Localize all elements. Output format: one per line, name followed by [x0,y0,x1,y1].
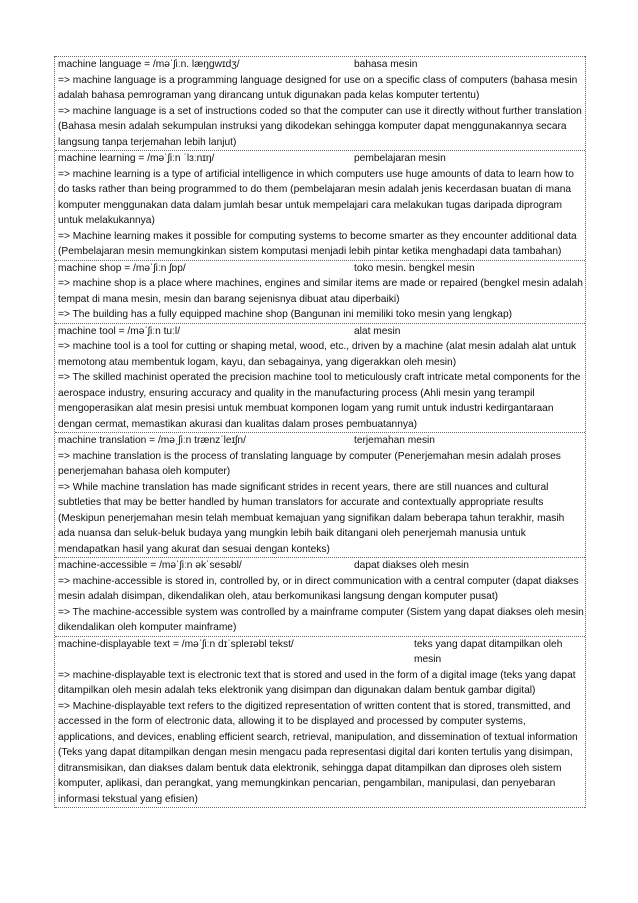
entry-term: machine learning = /məˈʃiːn ˈlɜːnɪŋ/ [58,153,215,164]
entry-definition: => machine learning is a type of artificial intelligence in which computers use huge amounts of data to learn how to do tasks rather than being programmed to do them (pembelajaran mesin adalah jenis kecerdasan buatan di mana komputer menggunakan data dalam jumlah besar untuk mempelajari cara melakukan tugas daripada diprogram untuk melakukannya) [58,168,574,226]
entry-example: => The building has a fully equipped machine shop (Bangunan ini memiliki toko mesin yang lengkap) [58,309,513,320]
entry-term: machine-displayable text = /məˈʃiːn dɪˈspleɪəbl tekst/ [58,638,294,650]
entry-definition: => machine shop is a place where machines, engines and similar items are made or repaired (bengkel mesin adalah tempat di mana mesin, mesin dan barang sejenisnya dibuat atau diperbaiki) [58,278,583,305]
entry-term: machine language = /məˈʃiːn. læŋɡwɪdʒ/ [58,59,240,70]
entry-heading [58,151,584,167]
entry-definition: => machine-displayable text is electronic text that is stored and used in the form of a digital image (teks yang dapat ditampilkan oleh mesin adalah teks elektronik yang disimpan dan digunakan dalam bentuk gambar digital) [58,669,576,696]
entry-example: => The skilled machinist operated the precision machine tool to meticulously craft intricate metal components for the aerospace industry, ensuring accuracy and quality in the manufacturing process (Ahli mesin yang terampil mengoperasikan alat mesin presisi untuk membuat komponen logam yang rumit untuk industri kedirgantaraan dengan cermat, memastikan akurasi dan kualitas dalam proses pembuatannya) [58,372,581,430]
entry-translation: teks yang dapat ditampilkan oleh mesin [414,638,563,665]
entry-translation: pembelajaran mesin [354,153,446,164]
entry-heading [58,261,584,277]
entry-definition: => machine tool is a tool for cutting or shaping metal, wood, etc., driven by a machine (alat mesin adalah alat untuk memotong atau membentuk logam, kayu, dan sebagainya, yang digerakkan oleh mesin) [58,341,577,368]
entry-example: => While machine translation has made significant strides in recent years, there are still nuances and cultural subtleties that may be better handled by human translators for accurate and contextually appropriate results (Meskipun penerjemahan mesin telah membuat kemajuan yang signifikan dalam beberapa tahun terakhir, masih ada nuansa dan seluk-beluk budaya yang mungkin lebih baik ditangani oleh penerjemah manusia untuk mendapatkan hasil yang akurat dan sesuai dengan konteks) [58,481,565,555]
entry-translation: terjemahan mesin [354,435,435,446]
glossary-entry [55,323,585,433]
entry-heading [58,433,584,449]
entry-translation: dapat diakses oleh mesin [354,560,469,571]
entry-example: => machine language is a set of instructions coded so that the computer can use it directly without further translation (Bahasa mesin adalah sekumpulan instruksi yang dikodekan sehingga komputer dapat menggunakannya secara langsung tanpa terjemahan lebih lanjut) [58,105,582,148]
entry-example: => Machine learning makes it possible for computing systems to become smarter as they encounter additional data (Pembelajaran mesin memungkinkan sistem komputasi menjadi lebih pintar ketika menghadapi data tambahan) [58,230,577,257]
entry-term: machine-accessible = /məˈʃiːn əkˈsesəbl/ [58,560,242,571]
entry-translation: alat mesin [354,325,401,337]
entry-heading [58,558,584,574]
glossary-entry [55,56,585,150]
glossary-entry [55,636,585,809]
entry-definition: => machine-accessible is stored in, controlled by, or in direct communication with a central computer (dapat diakses mesin adalah disimpan, dikendalikan oleh, atau berkomunikasi langsung dengan komputer pusat) [58,575,579,602]
glossary-entry [55,557,585,636]
entry-heading [58,637,584,668]
entry-term: machine shop = /məˈʃiːn ʃɒp/ [58,262,186,274]
entry-term: machine tool = /məˈʃiːn tuːl/ [58,325,181,337]
entry-example: => The machine-accessible system was controlled by a mainframe computer (Sistem yang dapat diakses oleh mesin dikendalikan oleh komputer mainframe) [58,606,584,633]
entry-heading [58,57,584,73]
entry-translation: toko mesin. bengkel mesin [354,262,475,274]
entry-heading [58,324,584,340]
entry-definition: => machine translation is the process of translating language by computer (Penerjemahan mesin adalah proses penerjemahan bahasa oleh komputer) [58,450,561,477]
glossary-document [54,56,586,808]
entry-definition: => machine language is a programming language designed for use on a specific class of computers (bahasa mesin adalah bahasa pemrograman yang dirancang untuk digunakan pada kelas komputer tertentu) [58,74,578,101]
glossary-entry [55,260,585,323]
glossary-entry [55,150,585,260]
entry-translation: bahasa mesin [354,59,418,70]
entry-term: machine translation = /məˌʃiːn trænzˈleɪʃn/ [58,435,246,446]
glossary-entry [55,432,585,557]
entry-example: => Machine-displayable text refers to the digitized representation of written content that is stored, transmitted, and accessed in the form of electronic data, allowing it to be displayed and processed by computer systems, applications, and devices, enabling efficient search, retrieval, manipulation, and dissemination of textual information (Teks yang dapat ditampilkan dengan mesin mengacu pada representasi digital dari konten tertulis yang disimpan, ditransmisikan, dan diakses dalam bentuk data elektronik, sehingga dapat ditampilkan dan diproses oleh sistem komputer, aplikasi, dan perangkat, yang memungkinkan pencarian, pengambilan, manipulasi, dan penyebaran informasi tekstual yang efisien) [58,700,578,805]
